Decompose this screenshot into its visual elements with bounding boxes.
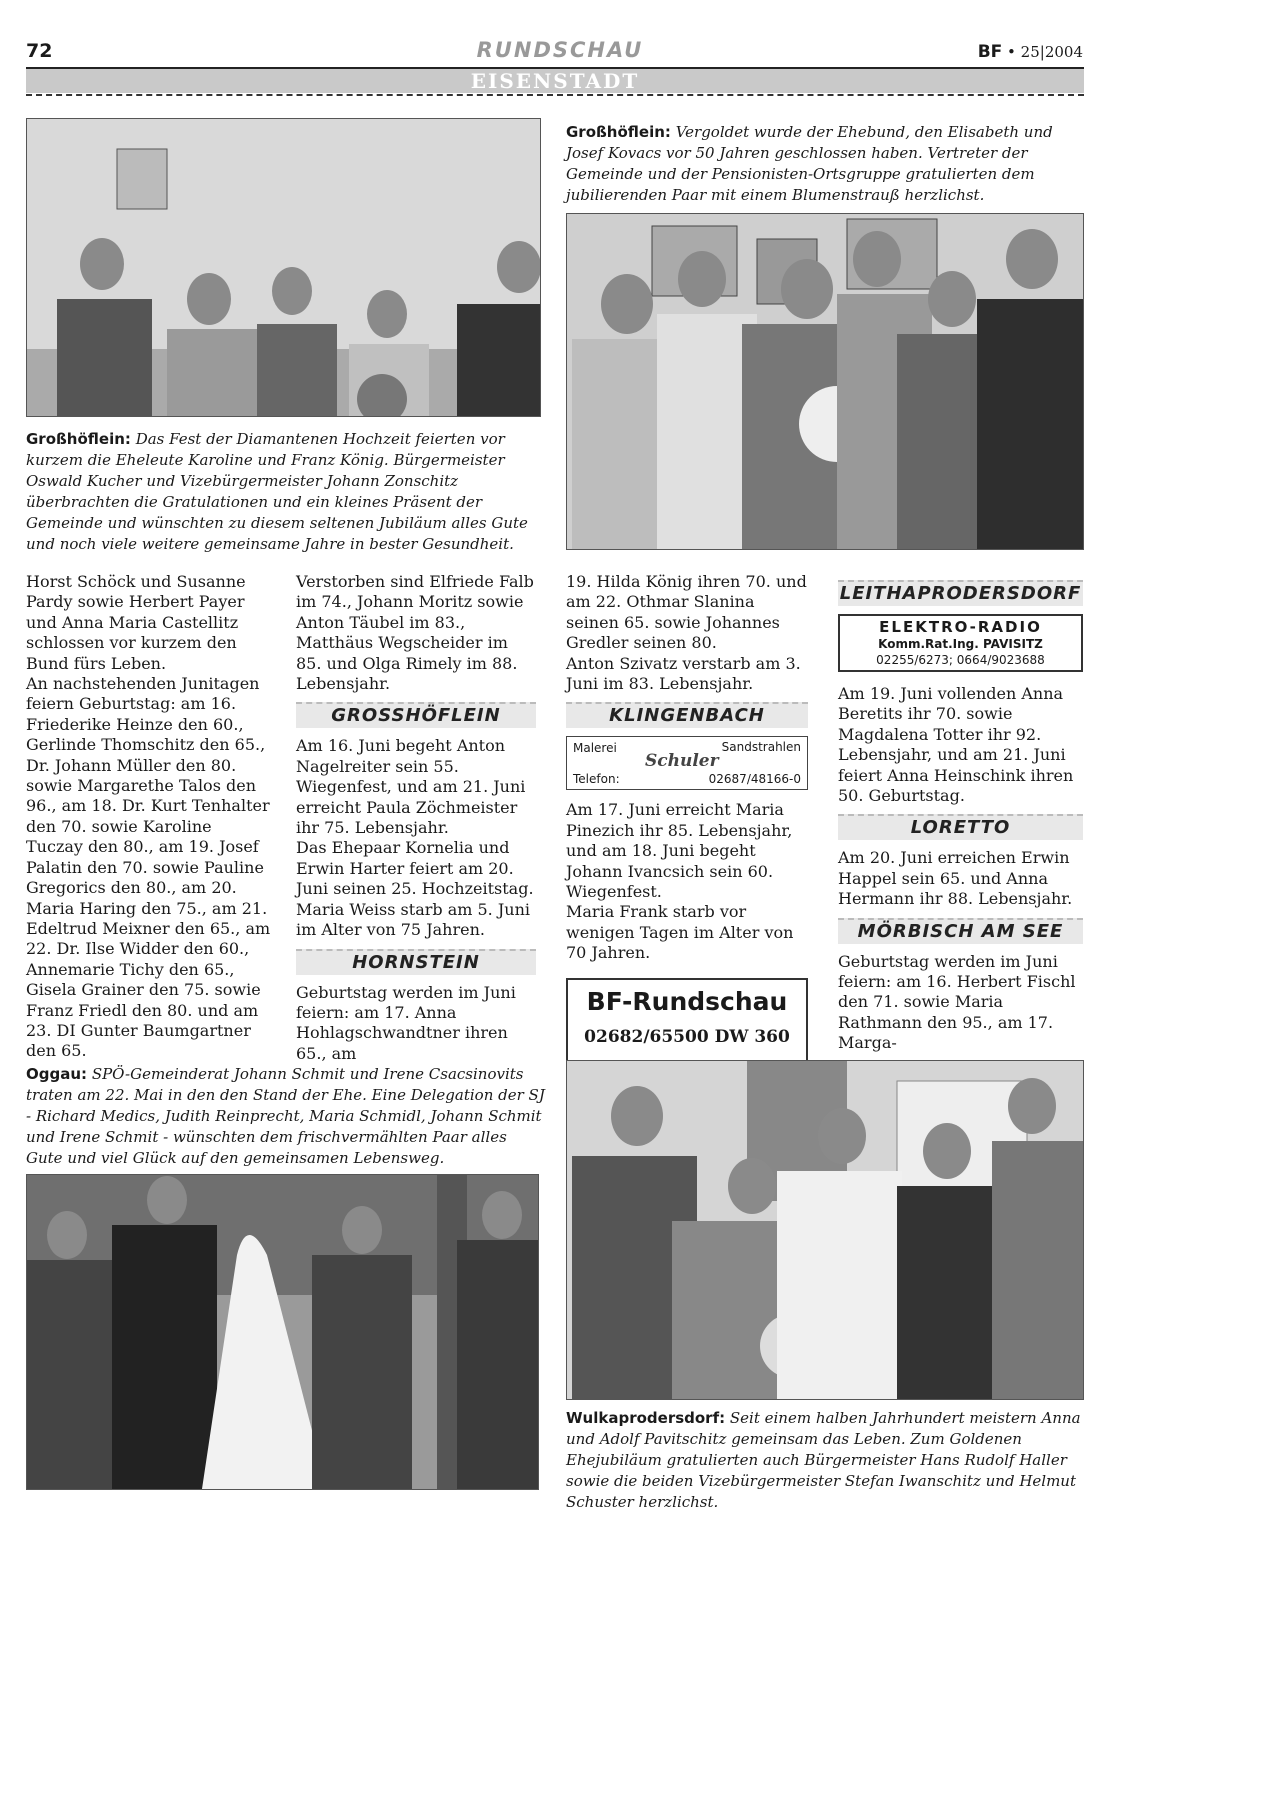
- column-2: [296, 572, 536, 1064]
- caption-text: SPÖ-Gemeinderat Johann Schmit und Irene Csacsinovits traten am 22. Mai in den den Stand der Ehe. Eine Delegation der SJ - Richard Medics, Judith Reinprecht, Maria Schmidl, Johann Schmit und Irene Schmit - wünschten dem frischvermählten Paar alles Gute und viel Glück auf den gemeinsamen Lebensweg.: [26, 1065, 545, 1167]
- caption-place: Großhöflein:: [566, 123, 671, 141]
- paragraph: Anton Szivatz verstarb am 3. Juni im 83. Lebensjahr.: [566, 653, 801, 694]
- paragraph: Am 20. Juni erreichen Erwin Happel sein 65. und Anna Hermann ihr 88. Lebensjahr.: [838, 848, 1073, 909]
- paragraph: Maria Weiss starb am 5. Juni im Alter von 75 Jahren.: [296, 899, 530, 940]
- ad-text: Telefon:: [573, 772, 620, 787]
- caption-text: Seit einem halben Jahrhundert meistern Anna und Adolf Pavitschitz gemeinsam das Leben. Zum Goldenen Ehejubiläum gratulierten auch Bürgermeister Hans Rudolf Haller sowie die beiden Vizebürgermeister Stefan Iwanschitz und Helmut Schuster herzlichst.: [566, 1409, 1081, 1511]
- caption-text: Das Fest der Diamantenen Hochzeit feierten vor kurzem die Eheleute Karoline und Franz König. Bürgermeister Oswald Kucher und Vizebürgermeister Johann Zonschitz überbrachten die Gratulationen und ein kleines Präsent der Gemeinde und wünschten zu diesem seltenen Jubiläum alles Gute und noch viele weitere gemeinsame Jahre in bester Gesundheit.: [26, 430, 528, 553]
- paragraph: 19. Hilda König ihren 70. und am 22. Othmar Slanina seinen 65. sowie Johannes Gredler seinen 80.: [566, 572, 807, 653]
- masthead: RUNDSCHAU: [476, 38, 644, 62]
- ad-text: Malerei: [573, 741, 617, 756]
- heading-hornstein: HORNSTEIN: [296, 949, 536, 975]
- paragraph: An nachstehenden Junitagen feiern Geburtstag: am 16. Friederike Heinze den 60., Gerlinde Thomschitz den 65., Dr. Johann Müller den 80. sowie Margarethe Talos den 96., am 18. Dr. Kurt Tenhalter den 70. sowie Karoline Tuczay den 80., am 19. Josef Palatin den 70. sowie Pauline Gregorics den 80., am 20. Maria Haring den 75., am 21. Edeltrud Meixner den 65., am 22. Dr. Ilse Widder den 60., Annemarie Tichy den 65., Gisela Grainer den 75. sowie Franz Friedl den 80. und am 23. DI Gunter Baumgartner den 65.: [26, 674, 271, 1061]
- photo-oggau-wedding: [26, 1174, 539, 1490]
- paragraph: Am 16. Juni begeht Anton Nagelreiter sein 55. Wiegenfest, und am 21. Juni erreicht Paula Zöchmeister ihr 75. Lebensjahr.: [296, 736, 526, 838]
- heading-klingenbach: KLINGENBACH: [566, 702, 808, 728]
- bf-rundschau-box: [566, 978, 808, 1062]
- paragraph: Horst Schöck und Susanne Pardy sowie Herbert Payer und Anna Maria Castellitz schlossen vor kurzem den Bund fürs Leben.: [26, 572, 246, 673]
- section-title: EISENSTADT: [470, 69, 640, 93]
- caption-text: Vergoldet wurde der Ehebund, den Elisabeth und Josef Kovacs vor 50 Jahren geschlossen haben. Vertreter der Gemeinde und der Pensionisten-Ortsgruppe gratulierten dem jubilierenden Paar mit einem Blumenstrauß herzlichst.: [566, 123, 1053, 204]
- caption-place: Großhöflein:: [26, 430, 131, 448]
- paragraph: Am 17. Juni erreicht Maria Pinezich ihr 85. Lebensjahr, und am 18. Juni begeht Johann Ivancsich sein 60. Wiegenfest.: [566, 800, 793, 902]
- paper-name: BF: [977, 42, 1003, 62]
- paragraph: Maria Frank starb vor wenigen Tagen im Alter von 70 Jahren.: [566, 902, 794, 963]
- header-dashed-rule: [26, 94, 1084, 96]
- ad-elektro-radio: [838, 614, 1083, 672]
- column-1: [26, 572, 271, 1062]
- ad-text: 02687/48166-0: [708, 772, 801, 787]
- ad-logo: Schuler: [645, 751, 719, 772]
- caption-oggau-wedding: [26, 1064, 546, 1169]
- ad-line: 02255/6273; 0664/9023688: [876, 653, 1045, 667]
- caption-golden-wedding: [566, 122, 1081, 206]
- column-4: [838, 572, 1083, 1054]
- box-phone: 02682/65500 DW 360: [584, 1026, 790, 1047]
- caption-wulkaprodersdorf: [566, 1408, 1081, 1513]
- heading-loretto: LORETTO: [838, 814, 1083, 840]
- photo-golden-wedding: [566, 213, 1084, 550]
- issue-info: BF • 25|2004: [977, 42, 1083, 62]
- paragraph: Das Ehepaar Kornelia und Erwin Harter feiert am 20. Juni seinen 25. Hochzeitstag.: [296, 838, 534, 899]
- ad-line: ELEKTRO-RADIO: [879, 618, 1042, 636]
- ad-text: Sandstrahlen: [721, 740, 801, 755]
- paragraph: Am 19. Juni vollenden Anna Beretits ihr 70. sowie Magdalena Totter ihr 92. Lebensjahr, und am 21. Juni feiert Anna Heinschink ihren 50. Geburtstag.: [838, 684, 1074, 806]
- caption-place: Wulkaprodersdorf:: [566, 1409, 726, 1427]
- paragraph: Geburtstag werden im Juni feiern: am 17. Anna Hohlagschwandtner ihren 65., am: [296, 982, 516, 1063]
- column-3: [566, 572, 808, 1062]
- photo-wulkaprodersdorf: [566, 1060, 1084, 1400]
- caption-diamond-wedding: [26, 429, 544, 555]
- ad-line: Komm.Rat.Ing. PAVISITZ: [878, 637, 1043, 651]
- paragraph: Verstorben sind Elfriede Falb im 74., Johann Moritz sowie Anton Täubel im 83., Matthäus Wegscheider im 85. und Olga Rimely im 88. Lebensjahr.: [296, 572, 534, 694]
- heading-grosshoeflein: GROSSHÖFLEIN: [296, 702, 536, 728]
- paragraph: Geburtstag werden im Juni feiern: am 16. Herbert Fischl den 71. sowie Maria Rathmann den 95., am 17. Marga-: [838, 951, 1076, 1053]
- photo-diamond-wedding: [26, 118, 541, 417]
- box-title: BF-Rundschau: [586, 986, 788, 1016]
- ad-schuler: [566, 736, 808, 790]
- page-number: 72: [26, 40, 53, 62]
- caption-place: Oggau:: [26, 1065, 88, 1083]
- heading-moerbisch: MÖRBISCH AM SEE: [838, 918, 1083, 944]
- heading-leithaprodersdorf: LEITHAPRODERSDORF: [838, 580, 1083, 606]
- issue-number: 25|2004: [1020, 43, 1083, 61]
